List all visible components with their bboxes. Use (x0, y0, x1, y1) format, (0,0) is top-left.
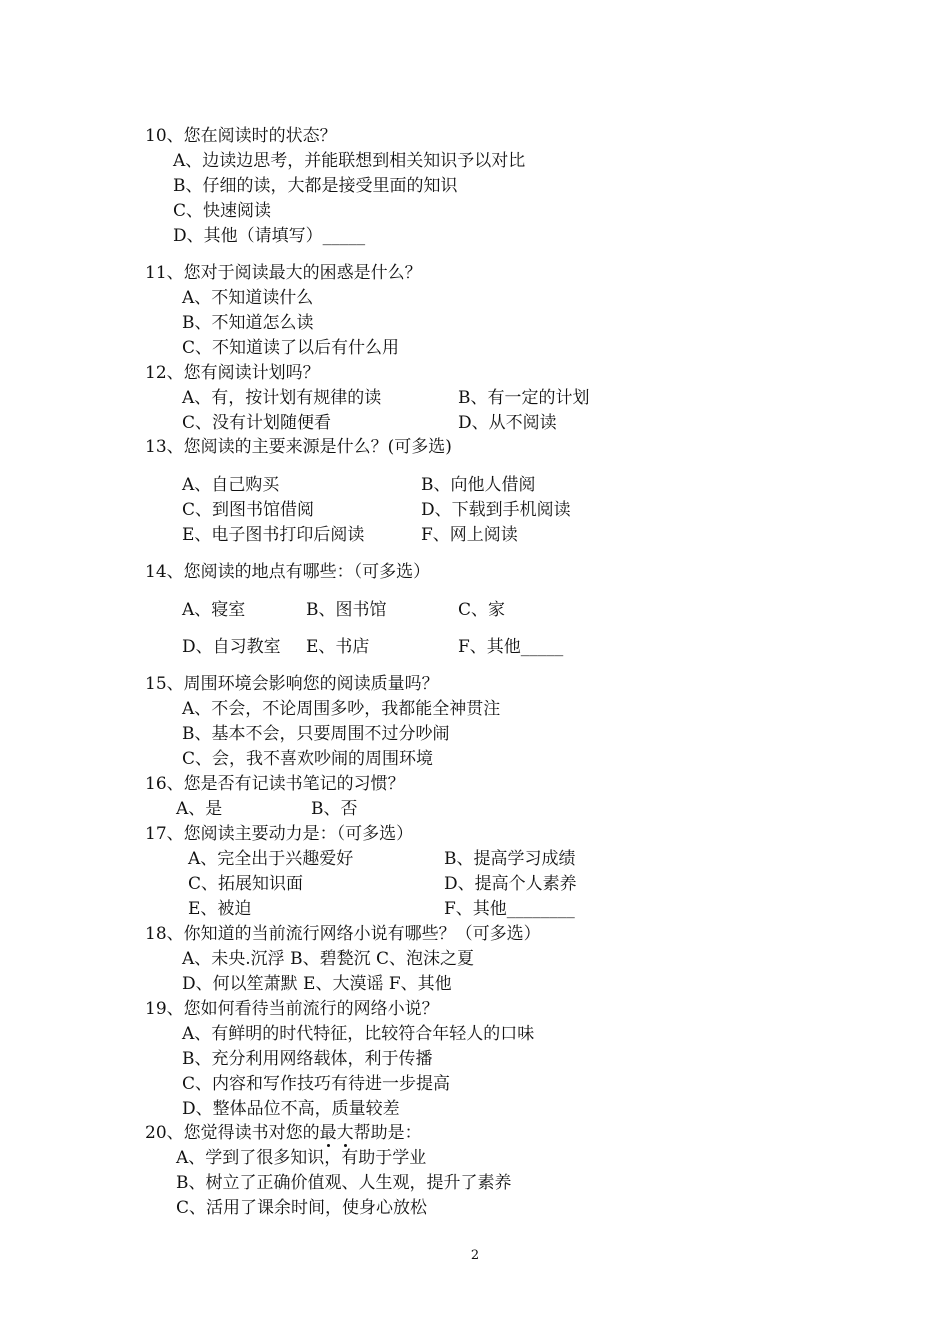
question-13-title: 13、您阅读的主要来源是什么？(可多选) (145, 437, 452, 457)
question-13-option-d: D、下载到手机阅读 (421, 500, 571, 520)
question-17-option-a: A、完全出于兴趣爱好 (188, 849, 354, 869)
question-12-title: 12、您有阅读计划吗？ (145, 363, 320, 383)
question-14-title: 14、您阅读的地点有哪些：（可多选） (145, 562, 431, 582)
question-12-option-a: A、有，按计划有规律的读 (182, 388, 382, 408)
question-13-option-c: C、到图书馆借阅 (182, 500, 315, 520)
question-17-option-e: E、被迫 (188, 899, 252, 919)
question-17-option-c: C、拓展知识面 (188, 874, 304, 894)
question-14-option-c: C、家 (458, 600, 506, 620)
question-11-option-b: B、不知道怎么读 (182, 313, 314, 333)
question-12-option-c: C、没有计划随便看 (182, 413, 332, 433)
question-15-option-a: A、不会，不论周围多吵，我都能全神贯注 (182, 699, 501, 719)
question-19-option-a: A、有鲜明的时代特征，比较符合年轻人的口味 (182, 1024, 535, 1044)
question-10-title: 10、您在阅读时的状态？ (145, 126, 337, 146)
question-20-title-suffix: 帮助是： (353, 1123, 422, 1143)
question-16-title: 16、您是否有记读书笔记的习惯？ (145, 774, 405, 794)
question-17-title: 17、您阅读主要动力是：（可多选） (145, 824, 414, 844)
question-18-title: 18、你知道的当前流行网络小说有哪些？（可多选） (145, 924, 541, 944)
question-17-option-f: F、其他________ (444, 899, 575, 919)
question-13-option-a: A、自己购买 (182, 475, 280, 495)
question-20-emphasis-char-2: 大 (336, 1123, 354, 1143)
question-19-title: 19、您如何看待当前流行的网络小说？ (145, 999, 439, 1019)
question-20-emphasis-char-1: 最 (319, 1123, 337, 1143)
question-17-option-b: B、提高学习成绩 (444, 849, 576, 869)
question-16-option-b: B、否 (311, 799, 358, 819)
question-10-option-c: C、快速阅读 (173, 201, 272, 221)
question-14-option-a: A、寝室 (182, 600, 246, 620)
question-13-option-e: E、电子图书打印后阅读 (182, 525, 365, 545)
question-20-option-a: A、学到了很多知识，有助于学业 (176, 1148, 427, 1168)
question-14-option-b: B、图书馆 (306, 600, 387, 620)
question-14-option-f: F、其他_____ (458, 637, 564, 657)
question-16-option-a: A、是 (176, 799, 223, 819)
page-number: 2 (470, 1248, 480, 1263)
question-14-option-d: D、自习教室 (182, 637, 281, 657)
question-20-title (145, 1122, 422, 1144)
question-10-option-d: D、其他（请填写）_____ (173, 226, 366, 246)
question-19-option-d: D、整体品位不高，质量较差 (182, 1099, 400, 1119)
question-18-options-line-2: D、何以笙萧默 E、大漠谣 F、其他 (182, 974, 452, 994)
question-15-option-b: B、基本不会，只要周围不过分吵闹 (182, 724, 450, 744)
question-13-option-b: B、向他人借阅 (421, 475, 536, 495)
question-12-option-b: B、有一定的计划 (458, 388, 590, 408)
question-10-option-b: B、仔细的读，大都是接受里面的知识 (173, 176, 458, 196)
question-19-option-b: B、充分利用网络载体，利于传播 (182, 1049, 433, 1069)
question-11-option-c: C、不知道读了以后有什么用 (182, 338, 400, 358)
question-15-option-c: C、会，我不喜欢吵闹的周围环境 (182, 749, 434, 769)
question-11-title: 11、您对于阅读最大的困惑是什么？ (145, 263, 422, 283)
question-15-title: 15、周围环境会影响您的阅读质量吗？ (145, 674, 439, 694)
question-10-option-a: A、边读边思考，并能联想到相关知识予以对比 (173, 151, 526, 171)
question-13-option-f: F、网上阅读 (421, 525, 518, 545)
question-19-option-c: C、内容和写作技巧有待进一步提高 (182, 1074, 451, 1094)
question-14-option-e: E、书店 (306, 637, 370, 657)
question-18-options-line-1: A、未央.沉浮 B、碧甃沉 C、泡沫之夏 (182, 949, 474, 969)
question-20-option-c: C、活用了课余时间，使身心放松 (176, 1198, 428, 1218)
question-20-title-prefix: 20、您觉得读书对您的 (145, 1123, 320, 1143)
question-11-option-a: A、不知道读什么 (182, 288, 314, 308)
question-12-option-d: D、从不阅读 (458, 413, 557, 433)
question-17-option-d: D、提高个人素养 (444, 874, 577, 894)
question-20-option-b: B、树立了正确价值观、人生观，提升了素养 (176, 1173, 512, 1193)
